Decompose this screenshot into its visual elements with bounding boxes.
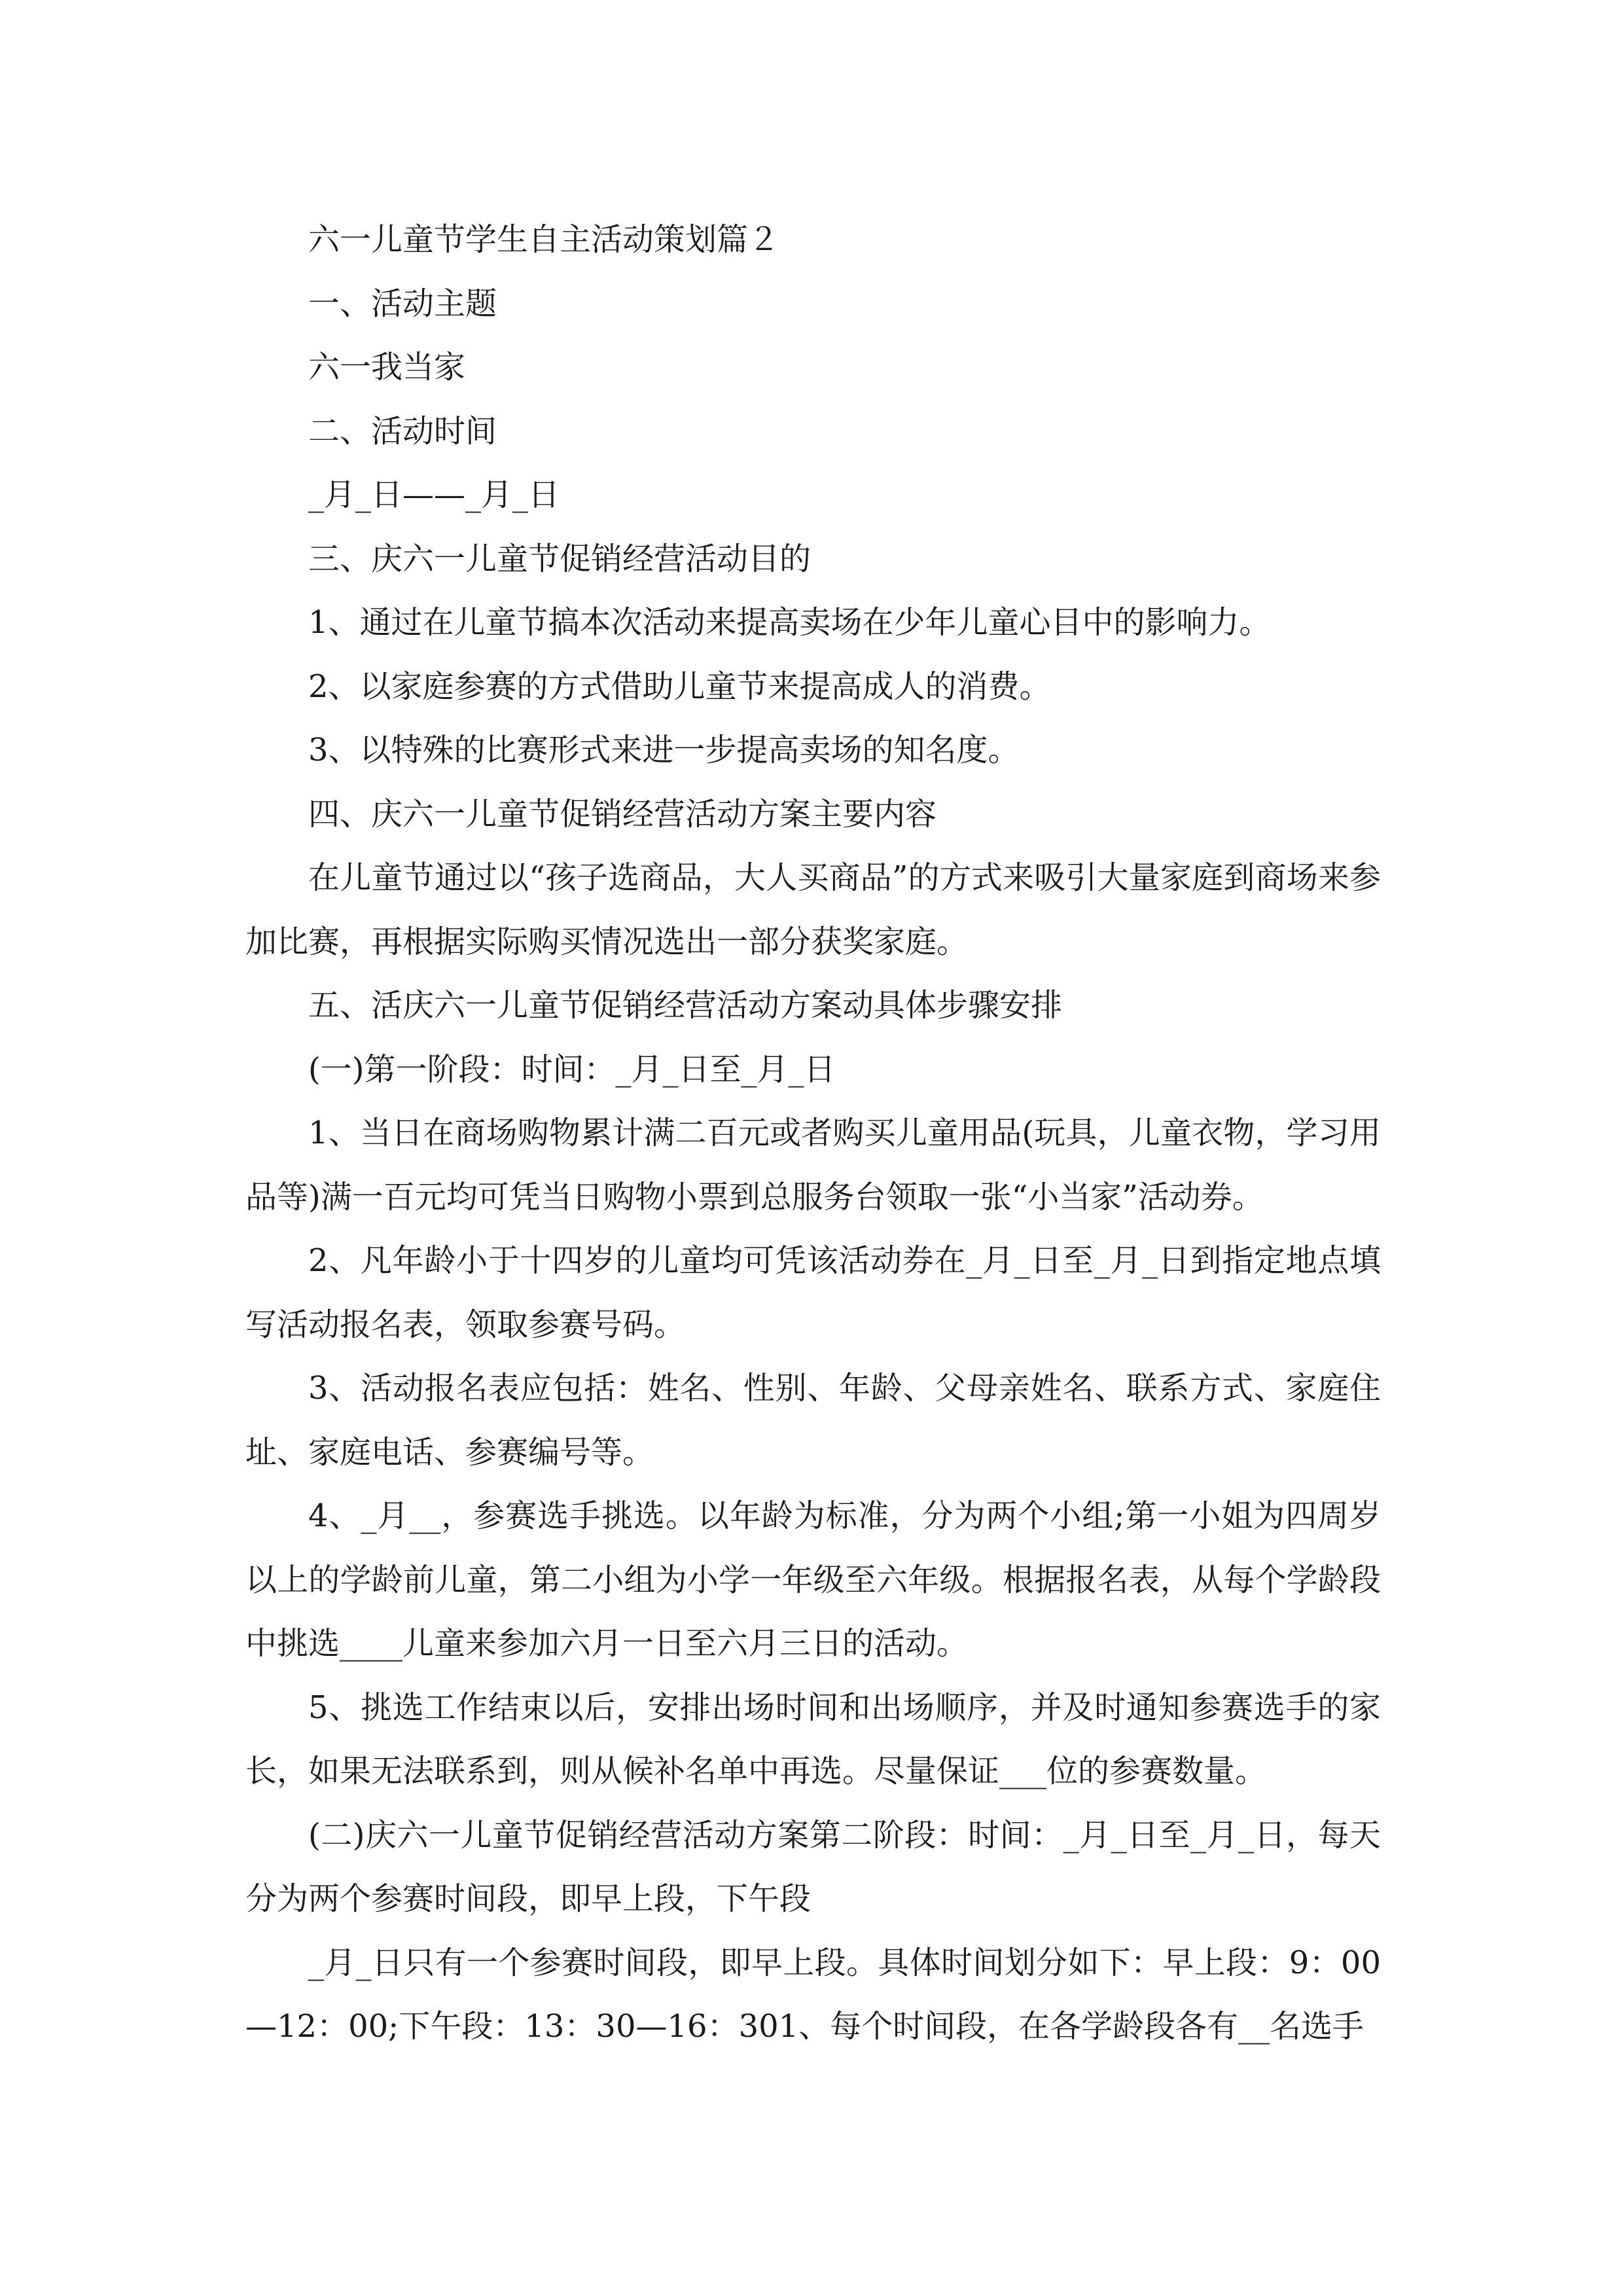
document-title: 六一儿童节学生自主活动策划篇２ [308,221,780,258]
paragraph-stage-1: (一)第一阶段：时间：_月_日至_月_日 [308,1050,836,1088]
paragraph-purpose-2: 2、以家庭参赛的方式借助儿童节来提高成人的消费。 [308,668,1051,705]
paragraph-step-1: 1、当日在商场购物累计满二百元或者购买儿童用品(玩具，儿童衣物，学习用品等)满一百元均可凭当日购物小票到总服务台领取一张“小当家”活动券。 [245,1115,1381,1215]
paragraph-schedule: _月_日只有一个参赛时间段，即早上段。具体时间划分如下：早上段：9：00—12：00;下午段：13：30—16：301、每个时间段，在各学龄段各有__名选手 [245,1944,1381,2045]
paragraph-purpose-heading: 三、庆六一儿童节促销经营活动目的 [308,540,812,577]
paragraph-step-2: 2、凡年龄小于十四岁的儿童均可凭该活动券在_月_日至_月_日到指定地点填写活动报名表，领取参赛号码。 [245,1242,1381,1343]
paragraph-steps-heading: 五、活庆六一儿童节促销经营活动方案动具体步骤安排 [308,987,1063,1024]
paragraph-theme: 六一我当家 [308,349,466,386]
paragraph-content: 在儿童节通过以“孩子选商品，大人买商品”的方式来吸引大量家庭到商场来参加比赛，再根据实际购买情况选出一部分获奖家庭。 [245,859,1381,960]
paragraph-step-4: 4、_月__，参赛选手挑选。以年龄为标准，分为两个小组;第一小姐为四周岁以上的学龄前儿童，第二小组为小学一年级至六年级。根据报名表，从每个学龄段中挑选____儿童来参加六月一日至六月三日的活动。 [245,1498,1381,1662]
paragraph-theme-heading: 一、活动主题 [308,285,497,322]
paragraph-step-5: 5、挑选工作结束以后，安排出场时间和出场顺序，并及时通知参赛选手的家长，如果无法联系到，则从候补名单中再选。尽量保证___位的参赛数量。 [245,1689,1381,1789]
paragraph-purpose-1: 1、通过在儿童节搞本次活动来提高卖场在少年儿童心目中的影响力。 [308,604,1271,641]
paragraph-stage-2: (二)庆六一儿童节促销经营活动方案第二阶段：时间：_月_日至_月_日，每天分为两个参赛时间段，即早上段，下午段 [245,1816,1381,1917]
paragraph-time-heading: 二、活动时间 [308,412,497,450]
document-body [245,208,1381,2059]
paragraph-content-heading: 四、庆六一儿童节促销经营活动方案主要内容 [308,795,937,833]
paragraph-purpose-3: 3、以特殊的比赛形式来进一步提高卖场的知名度。 [308,732,1020,768]
paragraph-step-3: 3、活动报名表应包括：姓名、性别、年龄、父母亲姓名、联系方式、家庭住址、家庭电话、参赛编号等。 [245,1370,1381,1471]
paragraph-time: _月_日——_月_日 [308,476,560,513]
